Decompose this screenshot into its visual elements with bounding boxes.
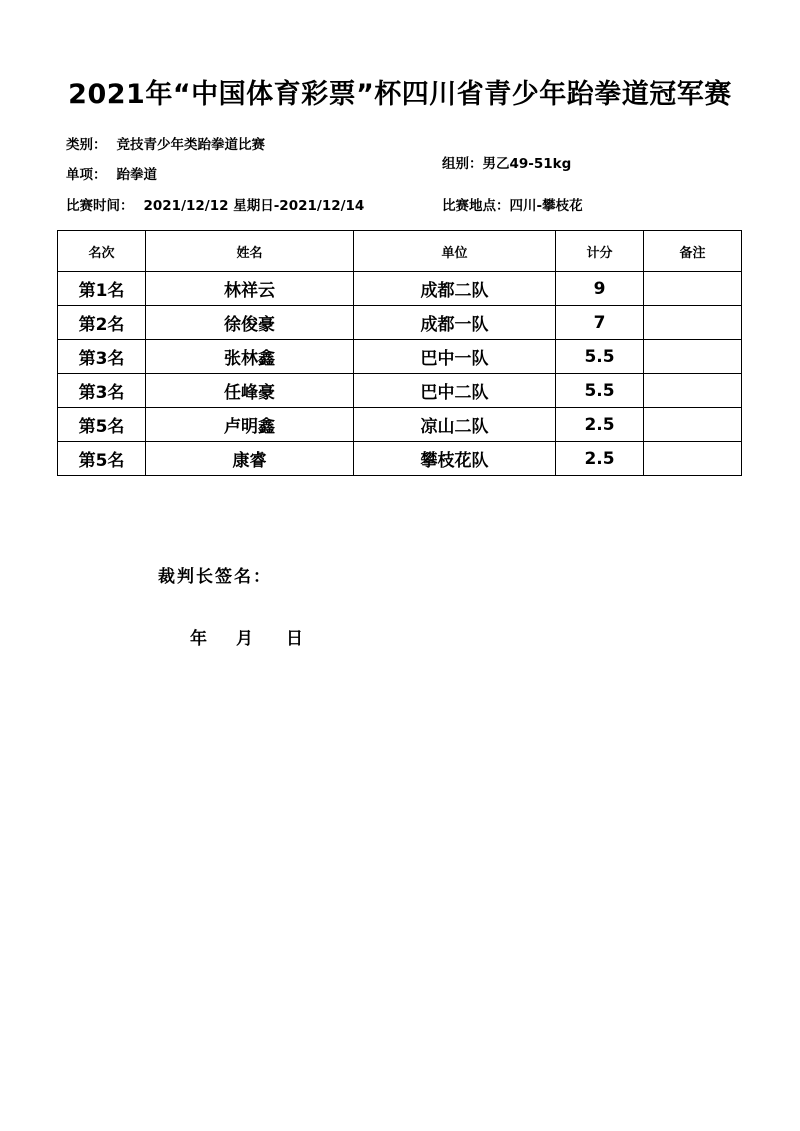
referee-signature-label: 裁判长签名：: [158, 567, 272, 587]
cell-name: 徐俊豪: [146, 306, 354, 340]
cell-unit: 成都一队: [354, 306, 556, 340]
cell-name: 张林鑫: [146, 340, 354, 374]
cell-remark: [644, 306, 742, 340]
cell-unit: 巴中二队: [354, 374, 556, 408]
signature-year: 年: [190, 629, 207, 649]
meta-time-key: 比赛时间：: [66, 198, 134, 214]
meta-group: [442, 152, 571, 172]
meta-event: [66, 163, 157, 183]
cell-remark: [644, 408, 742, 442]
cell-name: 任峰豪: [146, 374, 354, 408]
header-score: 计分: [556, 231, 644, 272]
cell-rank: 第1名: [58, 272, 146, 306]
header-unit: 单位: [354, 231, 556, 272]
cell-score: 9: [556, 272, 644, 306]
cell-score: 5.5: [556, 340, 644, 374]
cell-name: 林祥云: [146, 272, 354, 306]
table-row: [58, 408, 742, 442]
cell-name: 康睿: [146, 442, 354, 476]
meta-time: [66, 194, 364, 214]
meta-event-key: 单项：: [66, 167, 107, 183]
cell-remark: [644, 442, 742, 476]
cell-remark: [644, 374, 742, 408]
meta-place-key: 比赛地点：: [442, 198, 510, 214]
meta-category: [66, 133, 265, 153]
cell-score: 7: [556, 306, 644, 340]
cell-rank: 第2名: [58, 306, 146, 340]
meta-group-value: 男乙49-51kg: [482, 156, 572, 172]
cell-score: 5.5: [556, 374, 644, 408]
cell-name: 卢明鑫: [146, 408, 354, 442]
document-title: 2021年“中国体育彩票”杯四川省青少年跆拳道冠军赛: [68, 79, 732, 110]
meta-group-key: 组别：: [442, 156, 483, 172]
cell-remark: [644, 340, 742, 374]
header-remark: 备注: [644, 231, 742, 272]
table-row: [58, 374, 742, 408]
cell-unit: 成都二队: [354, 272, 556, 306]
meta-time-value: 2021/12/12 星期日-2021/12/14: [143, 198, 365, 214]
results-table: [57, 230, 742, 476]
cell-rank: 第5名: [58, 408, 146, 442]
cell-rank: 第3名: [58, 340, 146, 374]
meta-place: [442, 194, 583, 214]
table-row: [58, 272, 742, 306]
cell-score: 2.5: [556, 442, 644, 476]
cell-score: 2.5: [556, 408, 644, 442]
cell-remark: [644, 272, 742, 306]
cell-rank: 第3名: [58, 374, 146, 408]
cell-unit: 巴中一队: [354, 340, 556, 374]
meta-category-value: 竞技青少年类跆拳道比赛: [116, 137, 265, 153]
meta-place-value: 四川-攀枝花: [509, 198, 583, 214]
signature-month: 月: [236, 629, 253, 649]
table-header-row: [58, 231, 742, 272]
table-row: [58, 340, 742, 374]
table-row: [58, 442, 742, 476]
signature-day: 日: [286, 629, 303, 649]
cell-rank: 第5名: [58, 442, 146, 476]
cell-unit: 凉山二队: [354, 408, 556, 442]
header-rank: 名次: [58, 231, 146, 272]
meta-category-key: 类别：: [66, 137, 107, 153]
table-row: [58, 306, 742, 340]
cell-unit: 攀枝花队: [354, 442, 556, 476]
header-name: 姓名: [146, 231, 354, 272]
meta-event-value: 跆拳道: [116, 167, 157, 183]
